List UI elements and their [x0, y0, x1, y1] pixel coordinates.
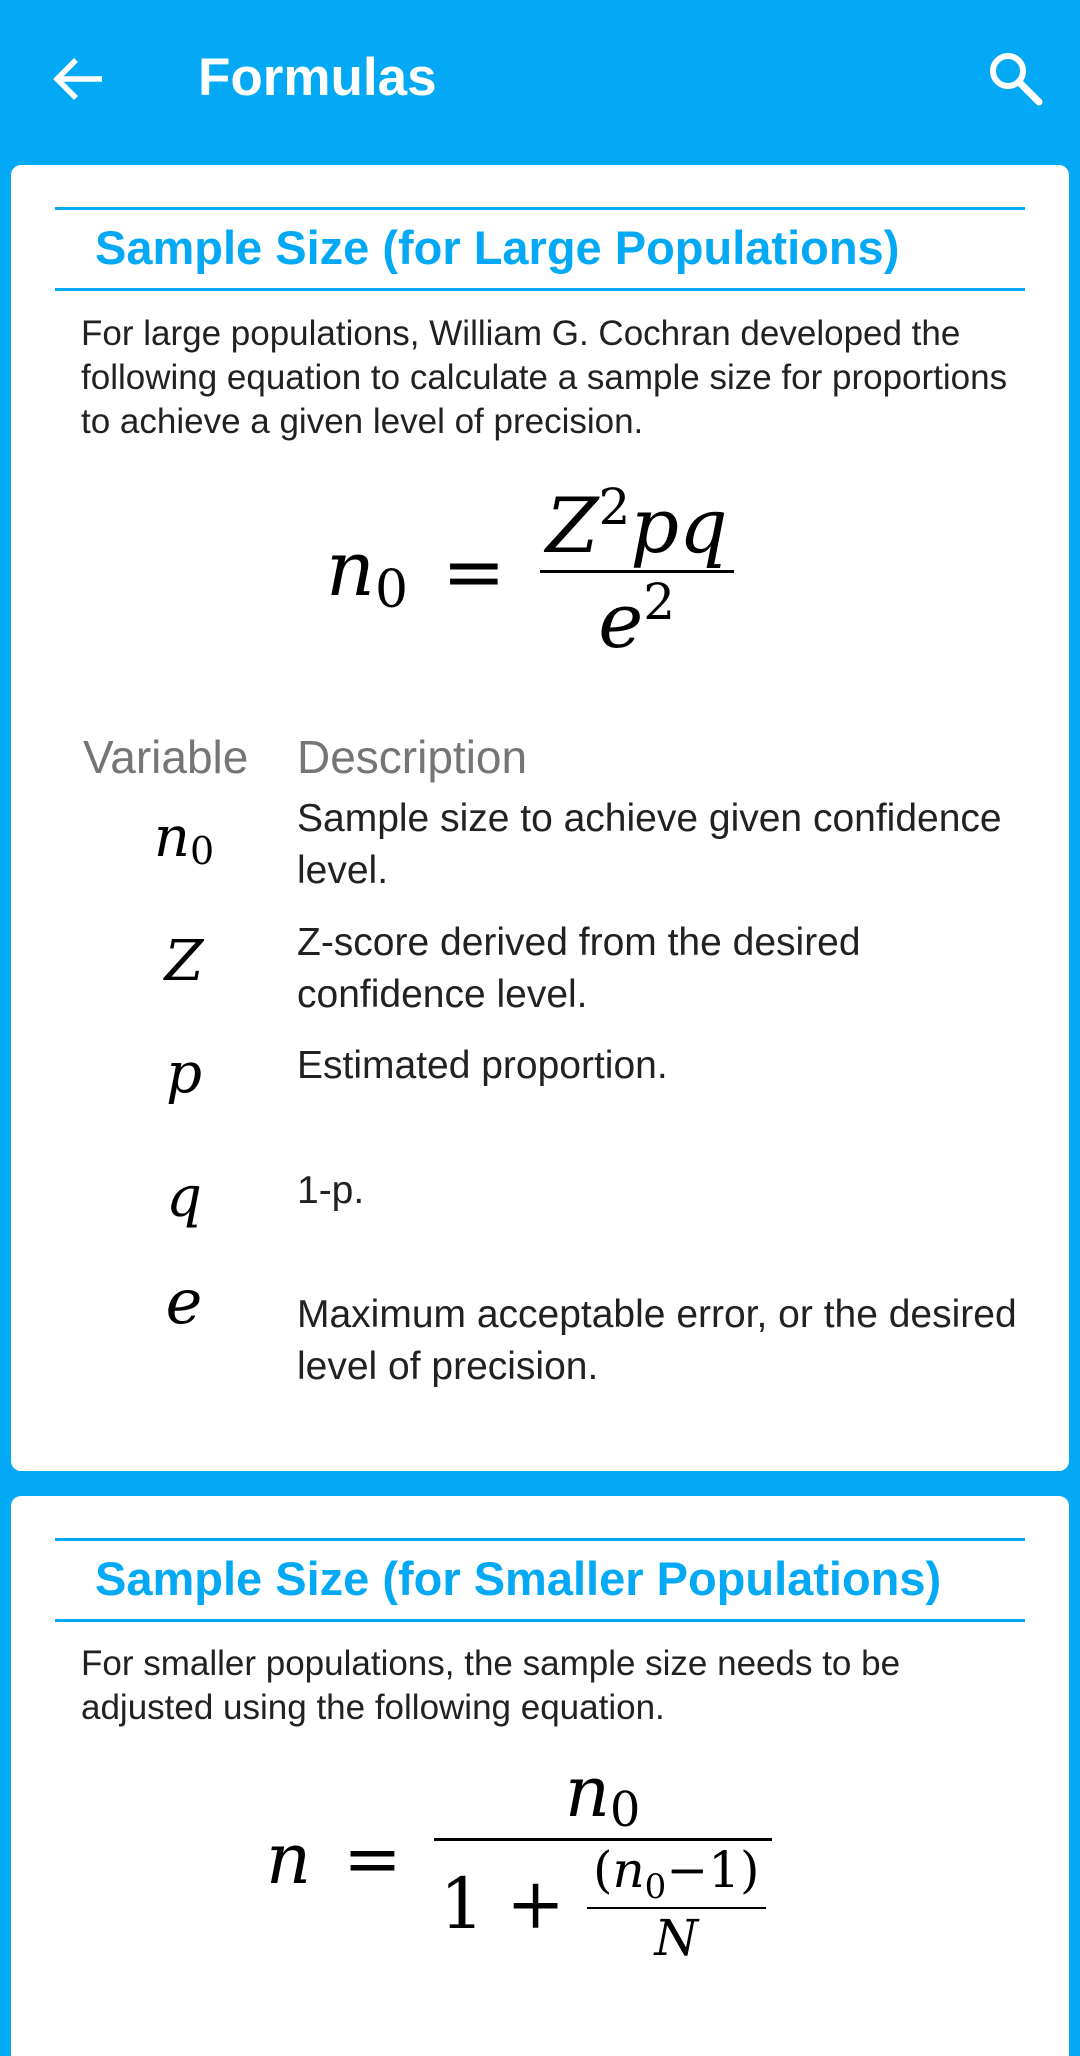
- formula-fraction: [540, 478, 734, 665]
- column-header-description: Description: [297, 731, 528, 783]
- page-title: Formulas: [198, 48, 437, 107]
- cochran-formula: [326, 478, 734, 665]
- variable-symbol: Z: [164, 929, 204, 994]
- formula-lhs: n: [266, 1818, 312, 1900]
- variable-description: Maximum acceptable error, or the desired level of precision.: [297, 1293, 1017, 1388]
- formula-card-smaller-populations: [11, 1496, 1069, 2056]
- formula-fraction: [434, 1751, 772, 1967]
- arrow-left-icon: [52, 57, 104, 101]
- section-title: Sample Size (for Large Populations): [95, 221, 900, 274]
- search-icon: [987, 50, 1043, 106]
- formula-equals: =: [343, 1818, 402, 1900]
- formula-numerator: $Z^2pq$: [545, 478, 728, 570]
- inner-fraction: $\frac{(n_0-1)}{N}$: [587, 1841, 766, 1967]
- variable-symbol: q: [166, 1165, 202, 1230]
- search-button[interactable]: [980, 48, 1050, 108]
- variable-description: Estimated proportion.: [297, 1044, 668, 1087]
- app-bar: [0, 0, 1080, 157]
- formula-equals: =: [442, 527, 506, 616]
- variable-description: 1-p.: [297, 1169, 365, 1212]
- variable-description: Sample size to achieve given confidence level.: [297, 797, 1002, 892]
- formula-denominator: 1 + $\frac{(n_0-1)}{N}$: [434, 1841, 772, 1967]
- section-header: [55, 207, 1025, 291]
- column-header-variable: Variable: [83, 731, 249, 783]
- formula-card-large-populations: [11, 165, 1069, 1471]
- back-button[interactable]: [48, 52, 108, 106]
- formula-numerator: $n_0$: [564, 1751, 641, 1838]
- variable-symbol: $n_0$: [153, 805, 215, 873]
- section-intro: For large populations, William G. Cochran developed the following equation to calculate a sample size for proportions to achieve a given level of precision.: [81, 314, 1008, 441]
- section-title: Sample Size (for Smaller Populations): [95, 1552, 942, 1605]
- formula-lhs: $n_0$: [326, 523, 409, 620]
- section-header: [55, 1538, 1025, 1622]
- variable-symbol: p: [166, 1041, 202, 1106]
- formula-denominator: $e^2$: [598, 573, 676, 665]
- variable-symbol: e: [165, 1265, 203, 1338]
- section-intro: For smaller populations, the sample size needs to be adjusted using the following equation.: [81, 1644, 901, 1727]
- finite-population-formula: [266, 1751, 772, 1967]
- variable-description: Z-score derived from the desired confidence level.: [297, 921, 861, 1016]
